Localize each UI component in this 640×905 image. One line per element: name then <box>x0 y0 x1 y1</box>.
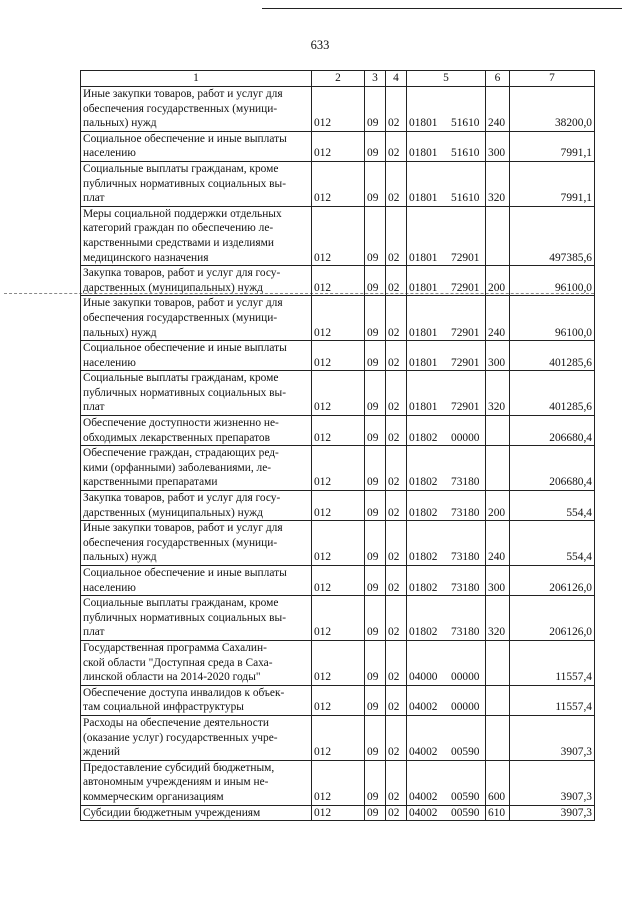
ministry-code-cell: 012 <box>312 416 365 446</box>
item-name-line: плат <box>83 192 105 205</box>
target-article-program: 04002 <box>409 701 438 714</box>
target-article-direction: 00590 <box>451 746 480 759</box>
target-article-direction: 00590 <box>451 790 480 803</box>
section-cell: 09 <box>365 87 386 132</box>
target-article-cell <box>407 87 486 132</box>
ministry-code-cell: 012 <box>312 206 365 265</box>
target-article-cell <box>407 266 486 296</box>
expense-type-cell: 300 <box>486 341 510 371</box>
target-article-program: 01802 <box>409 626 438 639</box>
item-name-cell <box>81 206 312 265</box>
expense-type-cell: 200 <box>486 491 510 521</box>
target-article-direction: 72901 <box>451 356 480 369</box>
item-name-cell <box>81 87 312 132</box>
item-name-line: линской области на 2014-2020 годы" <box>83 671 261 684</box>
amount-cell: 11557,4 <box>510 685 595 715</box>
item-name-cell <box>81 685 312 715</box>
section-cell: 09 <box>365 131 386 161</box>
target-article-cell <box>407 685 486 715</box>
item-name-line: обеспечения государственных (муници- <box>83 536 278 549</box>
table-row <box>81 491 595 521</box>
ministry-code-cell: 012 <box>312 87 365 132</box>
ministry-code-cell: 012 <box>312 805 365 821</box>
item-name-line: Социальные выплаты гражданам, кроме <box>83 597 279 610</box>
section-cell: 09 <box>365 341 386 371</box>
section-cell: 09 <box>365 206 386 265</box>
amount-cell: 7991,1 <box>510 131 595 161</box>
item-name-line: публичных нормативных социальных вы- <box>83 611 286 624</box>
target-article-cell <box>407 715 486 760</box>
amount-cell: 206126,0 <box>510 596 595 641</box>
ministry-code-cell: 012 <box>312 715 365 760</box>
table-row <box>81 640 595 685</box>
amount-cell: 401285,6 <box>510 371 595 416</box>
item-name-line: медицинского назначения <box>83 251 209 264</box>
target-article-cell <box>407 596 486 641</box>
table-row <box>81 371 595 416</box>
table-row <box>81 416 595 446</box>
item-name-line: пальных) нужд <box>83 326 157 339</box>
target-article-program: 01801 <box>409 117 438 130</box>
item-name-line: Закупка товаров, работ и услуг для госу- <box>83 267 281 280</box>
item-name-cell <box>81 760 312 805</box>
section-cell: 09 <box>365 521 386 566</box>
table-row <box>81 566 595 596</box>
section-cell: 09 <box>365 760 386 805</box>
target-article-direction: 00000 <box>451 431 480 444</box>
item-name-line: Иные закупки товаров, работ и услуг для <box>83 522 283 535</box>
subsection-cell: 02 <box>386 640 407 685</box>
expense-type-cell: 240 <box>486 87 510 132</box>
item-name-line: дарственных (муниципальных) нужд <box>83 506 263 519</box>
target-article-cell <box>407 760 486 805</box>
amount-cell: 206680,4 <box>510 416 595 446</box>
target-article-direction: 73180 <box>451 506 480 519</box>
item-name-cell <box>81 131 312 161</box>
item-name-line: Социальное обеспечение и иные выплаты <box>83 342 287 355</box>
table-row <box>81 131 595 161</box>
subsection-cell: 02 <box>386 760 407 805</box>
section-cell: 09 <box>365 805 386 821</box>
table-row <box>81 685 595 715</box>
item-name-line: там социальной инфраструктуры <box>83 701 244 714</box>
target-article-program: 01802 <box>409 506 438 519</box>
table-row <box>81 446 595 491</box>
target-article-program: 04002 <box>409 806 438 819</box>
table-row <box>81 206 595 265</box>
target-article-direction: 00000 <box>451 701 480 714</box>
expense-type-cell: 240 <box>486 296 510 341</box>
section-cell: 09 <box>365 416 386 446</box>
amount-cell: 401285,6 <box>510 341 595 371</box>
target-article-cell <box>407 805 486 821</box>
ministry-code-cell: 012 <box>312 521 365 566</box>
item-name-cell <box>81 566 312 596</box>
expense-type-cell <box>486 640 510 685</box>
amount-cell: 38200,0 <box>510 87 595 132</box>
target-article-program: 01802 <box>409 476 438 489</box>
subsection-cell: 02 <box>386 266 407 296</box>
target-article-cell <box>407 491 486 521</box>
header-cell: 1 <box>81 71 312 87</box>
target-article-cell <box>407 446 486 491</box>
item-name-cell <box>81 371 312 416</box>
target-article-direction: 73180 <box>451 476 480 489</box>
budget-table <box>80 70 595 821</box>
target-article-direction: 72901 <box>451 401 480 414</box>
target-article-cell <box>407 521 486 566</box>
amount-cell: 11557,4 <box>510 640 595 685</box>
section-cell: 09 <box>365 491 386 521</box>
item-name-cell <box>81 446 312 491</box>
subsection-cell: 02 <box>386 685 407 715</box>
item-name-line: населению <box>83 581 136 594</box>
scan-artifact-line <box>4 293 594 294</box>
amount-cell: 497385,6 <box>510 206 595 265</box>
target-article-direction: 73180 <box>451 581 480 594</box>
subsection-cell: 02 <box>386 341 407 371</box>
section-cell: 09 <box>365 566 386 596</box>
target-article-program: 01802 <box>409 551 438 564</box>
target-article-program: 01801 <box>409 326 438 339</box>
section-cell: 09 <box>365 446 386 491</box>
subsection-cell: 02 <box>386 521 407 566</box>
target-article-program: 01801 <box>409 192 438 205</box>
target-article-program: 01801 <box>409 401 438 414</box>
expense-type-cell: 240 <box>486 521 510 566</box>
target-article-cell <box>407 296 486 341</box>
target-article-program: 01801 <box>409 251 438 264</box>
target-article-program: 04002 <box>409 790 438 803</box>
header-row <box>81 71 595 87</box>
subsection-cell: 02 <box>386 805 407 821</box>
ministry-code-cell: 012 <box>312 491 365 521</box>
amount-cell: 206126,0 <box>510 566 595 596</box>
item-name-line: Социальные выплаты гражданам, кроме <box>83 162 279 175</box>
expense-type-cell: 320 <box>486 596 510 641</box>
item-name-line: пальных) нужд <box>83 551 157 564</box>
top-rule <box>262 8 622 9</box>
item-name-cell <box>81 640 312 685</box>
item-name-line: Субсидии бюджетным учреждениям <box>83 806 261 819</box>
item-name-line: автономным учреждениям и иным не- <box>83 776 269 789</box>
item-name-line: Социальное обеспечение и иные выплаты <box>83 132 287 145</box>
ministry-code-cell: 012 <box>312 371 365 416</box>
item-name-line: Обеспечение доступа инвалидов к объек- <box>83 686 285 699</box>
header-cell: 5 <box>407 71 486 87</box>
target-article-direction: 72901 <box>451 251 480 264</box>
target-article-direction: 51610 <box>451 192 480 205</box>
section-cell: 09 <box>365 640 386 685</box>
target-article-cell <box>407 206 486 265</box>
subsection-cell: 02 <box>386 371 407 416</box>
table-row <box>81 715 595 760</box>
table-body <box>81 71 595 821</box>
target-article-direction: 72901 <box>451 281 480 294</box>
expense-type-cell <box>486 446 510 491</box>
target-article-program: 01801 <box>409 147 438 160</box>
item-name-line: ской области "Доступная среда в Саха- <box>83 656 273 669</box>
target-article-cell <box>407 371 486 416</box>
target-article-program: 01802 <box>409 581 438 594</box>
target-article-cell <box>407 416 486 446</box>
table-row <box>81 87 595 132</box>
subsection-cell: 02 <box>386 416 407 446</box>
item-name-line: (оказание услуг) государственных учре- <box>83 731 278 744</box>
ministry-code-cell: 012 <box>312 760 365 805</box>
ministry-code-cell: 012 <box>312 131 365 161</box>
subsection-cell: 02 <box>386 596 407 641</box>
amount-cell: 96100,0 <box>510 266 595 296</box>
item-name-line: обеспечения государственных (муници- <box>83 102 278 115</box>
target-article-direction: 73180 <box>451 551 480 564</box>
subsection-cell: 02 <box>386 87 407 132</box>
ministry-code-cell: 012 <box>312 685 365 715</box>
header-cell: 6 <box>486 71 510 87</box>
item-name-line: населению <box>83 147 136 160</box>
table-row <box>81 596 595 641</box>
item-name-line: категорий граждан по обеспечению ле- <box>83 222 274 235</box>
item-name-cell <box>81 491 312 521</box>
item-name-cell <box>81 416 312 446</box>
item-name-line: обеспечения государственных (муници- <box>83 311 278 324</box>
section-cell: 09 <box>365 685 386 715</box>
item-name-cell <box>81 596 312 641</box>
ministry-code-cell: 012 <box>312 296 365 341</box>
subsection-cell: 02 <box>386 296 407 341</box>
item-name-line: Иные закупки товаров, работ и услуг для <box>83 297 283 310</box>
table-row <box>81 805 595 821</box>
subsection-cell: 02 <box>386 161 407 206</box>
item-name-line: кими (орфанными) заболеваниями, ле- <box>83 461 272 474</box>
expense-type-cell <box>486 206 510 265</box>
expense-type-cell: 610 <box>486 805 510 821</box>
page-number: 633 <box>310 38 330 52</box>
target-article-direction: 00000 <box>451 671 480 684</box>
item-name-line: Меры социальной поддержки отдельных <box>83 207 282 220</box>
ministry-code-cell: 012 <box>312 161 365 206</box>
item-name-cell <box>81 805 312 821</box>
item-name-line: публичных нормативных социальных вы- <box>83 177 286 190</box>
ministry-code-cell: 012 <box>312 266 365 296</box>
amount-cell: 96100,0 <box>510 296 595 341</box>
item-name-cell <box>81 341 312 371</box>
section-cell: 09 <box>365 161 386 206</box>
target-article-cell <box>407 341 486 371</box>
expense-type-cell: 200 <box>486 266 510 296</box>
item-name-line: Обеспечение граждан, страдающих ред- <box>83 447 279 460</box>
ministry-code-cell: 012 <box>312 446 365 491</box>
ministry-code-cell: 012 <box>312 341 365 371</box>
item-name-line: пальных) нужд <box>83 117 157 130</box>
table-row <box>81 266 595 296</box>
header-cell: 4 <box>386 71 407 87</box>
section-cell: 09 <box>365 596 386 641</box>
expense-type-cell <box>486 685 510 715</box>
table-row <box>81 521 595 566</box>
item-name-line: ждений <box>83 746 121 759</box>
subsection-cell: 02 <box>386 206 407 265</box>
table-row <box>81 161 595 206</box>
target-article-program: 01801 <box>409 356 438 369</box>
target-article-program: 01802 <box>409 431 438 444</box>
item-name-line: плат <box>83 626 105 639</box>
subsection-cell: 02 <box>386 131 407 161</box>
target-article-direction: 51610 <box>451 117 480 130</box>
table-row <box>81 760 595 805</box>
target-article-cell <box>407 640 486 685</box>
target-article-cell <box>407 566 486 596</box>
subsection-cell: 02 <box>386 566 407 596</box>
item-name-line: обходимых лекарственных препаратов <box>83 431 270 444</box>
target-article-program: 04000 <box>409 671 438 684</box>
amount-cell: 206680,4 <box>510 446 595 491</box>
section-cell: 09 <box>365 296 386 341</box>
item-name-line: Социальное обеспечение и иные выплаты <box>83 567 287 579</box>
expense-type-cell: 600 <box>486 760 510 805</box>
table-row <box>81 296 595 341</box>
header-cell: 3 <box>365 71 386 87</box>
item-name-line: населению <box>83 356 136 369</box>
item-name-cell <box>81 266 312 296</box>
item-name-cell <box>81 715 312 760</box>
subsection-cell: 02 <box>386 715 407 760</box>
item-name-line: коммерческим организациям <box>83 790 224 803</box>
target-article-direction: 51610 <box>451 147 480 160</box>
section-cell: 09 <box>365 715 386 760</box>
target-article-program: 04002 <box>409 746 438 759</box>
amount-cell: 3907,3 <box>510 805 595 821</box>
ministry-code-cell: 012 <box>312 640 365 685</box>
amount-cell: 3907,3 <box>510 715 595 760</box>
ministry-code-cell: 012 <box>312 596 365 641</box>
expense-type-cell: 320 <box>486 161 510 206</box>
subsection-cell: 02 <box>386 491 407 521</box>
item-name-line: Социальные выплаты гражданам, кроме <box>83 372 279 385</box>
section-cell: 09 <box>365 266 386 296</box>
expense-type-cell: 300 <box>486 131 510 161</box>
target-article-cell <box>407 161 486 206</box>
target-article-program: 01801 <box>409 281 438 294</box>
section-cell: 09 <box>365 371 386 416</box>
item-name-line: карственными препаратами <box>83 476 218 489</box>
header-cell: 7 <box>510 71 595 87</box>
item-name-line: Расходы на обеспечение деятельности <box>83 716 269 729</box>
expense-type-cell <box>486 715 510 760</box>
subsection-cell: 02 <box>386 446 407 491</box>
item-name-line: дарственных (муниципальных) нужд <box>83 281 263 294</box>
amount-cell: 554,4 <box>510 491 595 521</box>
item-name-line: Закупка товаров, работ и услуг для госу- <box>83 492 281 505</box>
expense-type-cell: 320 <box>486 371 510 416</box>
target-article-direction: 73180 <box>451 626 480 639</box>
ministry-code-cell: 012 <box>312 566 365 596</box>
table-row <box>81 341 595 371</box>
header-cell: 2 <box>312 71 365 87</box>
target-article-direction: 72901 <box>451 326 480 339</box>
target-article-direction: 00590 <box>451 806 480 819</box>
target-article-cell <box>407 131 486 161</box>
item-name-cell <box>81 161 312 206</box>
expense-type-cell <box>486 416 510 446</box>
item-name-line: Предоставление субсидий бюджетным, <box>83 761 275 774</box>
item-name-line: плат <box>83 401 105 414</box>
amount-cell: 3907,3 <box>510 760 595 805</box>
item-name-line: Государственная программа Сахалин- <box>83 641 267 654</box>
item-name-cell <box>81 521 312 566</box>
item-name-line: Иные закупки товаров, работ и услуг для <box>83 88 283 100</box>
item-name-line: Обеспечение доступности жизненно не- <box>83 417 279 430</box>
item-name-cell <box>81 296 312 341</box>
item-name-line: карственными средствами и изделиями <box>83 236 274 249</box>
expense-type-cell: 300 <box>486 566 510 596</box>
item-name-line: публичных нормативных социальных вы- <box>83 386 286 399</box>
amount-cell: 7991,1 <box>510 161 595 206</box>
amount-cell: 554,4 <box>510 521 595 566</box>
